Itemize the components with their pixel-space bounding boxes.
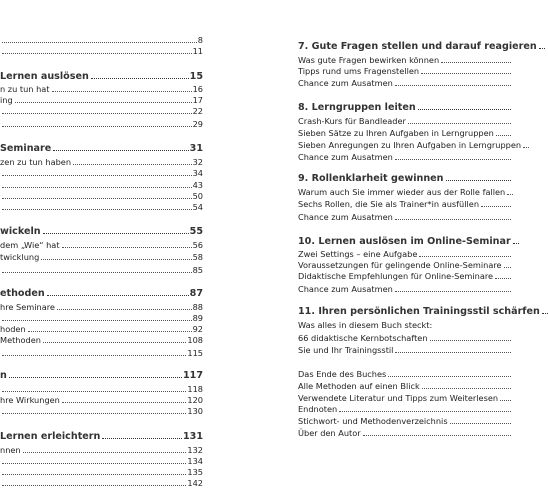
leader-dots: [2, 463, 186, 464]
toc-page-number: 22: [192, 106, 203, 116]
toc-entry: [0, 313, 203, 323]
leader-dots: [395, 291, 511, 292]
leader-dots: [2, 320, 192, 321]
toc-entry-text: Chance zum Ausatmen: [298, 78, 393, 88]
toc-page-number: 131: [182, 431, 203, 442]
toc-entry: [298, 345, 512, 355]
toc-entry: [0, 240, 203, 250]
toc-page-number: 115: [187, 348, 203, 358]
leader-dots: [2, 413, 186, 414]
toc-chapter-text: ethoden: [0, 288, 45, 299]
toc-entry-text: n zu tun hat: [0, 84, 50, 94]
toc-entry: [0, 119, 203, 129]
toc-page-number: 87: [189, 288, 203, 299]
leader-dots: [41, 259, 191, 260]
toc-entry-text: Chance zum Ausatmen: [298, 152, 393, 162]
leader-dots: [504, 267, 511, 268]
toc-page-number: 135: [187, 467, 203, 477]
toc-entry: [0, 335, 203, 345]
toc-page-number: 142: [187, 478, 203, 488]
leader-dots: [2, 355, 186, 356]
toc-entry-text: Sieben Anregungen zu Ihren Aufgaben in Lerngruppen: [298, 140, 522, 150]
leader-dots: [542, 313, 548, 314]
toc-entry: [298, 284, 512, 294]
leader-dots: [523, 147, 529, 148]
toc-entry: [0, 324, 203, 334]
toc-page-number: 89: [192, 313, 203, 323]
toc-page-number: 15: [189, 71, 203, 82]
leader-dots: [62, 402, 186, 403]
toc-chapter-heading: [298, 173, 512, 185]
toc-page-number: 88: [192, 302, 203, 312]
leader-dots: [450, 423, 511, 424]
toc-entry-text: dem „Wie“ hat: [0, 240, 60, 250]
toc-entry-text: Methoden: [0, 335, 41, 345]
toc-entry: [0, 395, 203, 405]
toc-entry-text: Chance zum Ausatmen: [298, 212, 393, 222]
toc-page-number: 32: [192, 157, 203, 167]
toc-chapter-text: 8. Lerngruppen leiten: [298, 102, 416, 113]
toc-entry-text: Sieben Sätze zu Ihren Aufgaben in Lerngruppen: [298, 128, 494, 138]
toc-chapter-text: wickeln: [0, 226, 41, 237]
toc-entry: [298, 78, 512, 88]
toc-entry: [298, 66, 512, 76]
leader-dots: [500, 400, 511, 401]
toc-backmatter-entry: [298, 416, 512, 426]
leader-dots: [15, 102, 192, 103]
toc-page-number: 17: [192, 95, 203, 105]
leader-dots: [47, 295, 189, 296]
leader-dots: [388, 376, 511, 377]
leader-dots: [28, 331, 192, 332]
leader-dots: [495, 278, 511, 279]
toc-entry: [298, 199, 512, 209]
toc-entry: [0, 445, 203, 455]
toc-entry: [0, 157, 203, 167]
leader-dots: [418, 109, 511, 110]
toc-entry: [0, 35, 203, 45]
toc-entry: [0, 252, 203, 262]
leader-dots: [507, 194, 513, 195]
toc-chapter-text: Lernen auslösen: [0, 71, 89, 82]
toc-chapter-text: Lernen erleichtern: [0, 431, 101, 442]
toc-page-number: 54: [192, 202, 203, 212]
toc-backmatter-entry: [298, 381, 512, 391]
leader-dots: [57, 309, 192, 310]
toc-entry-text: Endnoten: [298, 404, 338, 414]
leader-dots: [395, 219, 511, 220]
toc-entry: [0, 456, 203, 466]
toc-entry-text: zen zu tun haben: [0, 157, 72, 167]
toc-page-number: 16: [192, 84, 203, 94]
toc-chapter-text: 9. Rollenklarheit gewinnen: [298, 173, 444, 184]
toc-entry: [298, 187, 512, 197]
toc-left-page: [0, 0, 205, 500]
leader-dots: [2, 53, 192, 54]
leader-dots: [23, 452, 187, 453]
toc-entry-text: Warum auch Sie immer wieder aus der Rolle fallen: [298, 187, 506, 197]
toc-chapter-heading: [298, 102, 512, 114]
toc-chapter-entry: [0, 226, 203, 238]
toc-entry-text: Sechs Rollen, die Sie als Trainer*in ausfüllen: [298, 199, 480, 209]
toc-page-number: 55: [189, 226, 203, 237]
toc-chapter-text: 7. Gute Fragen stellen und darauf reagieren: [298, 41, 537, 52]
toc-chapter-entry: [0, 143, 203, 155]
toc-page-number: 118: [187, 384, 203, 394]
toc-entry: [0, 180, 203, 190]
toc-page-number: 43: [192, 180, 203, 190]
toc-entry: [298, 260, 512, 270]
toc-entry: [0, 95, 203, 105]
toc-entry: [0, 202, 203, 212]
leader-dots: [2, 272, 192, 273]
toc-entry-text: Was alles in diesem Buch steckt:: [298, 320, 433, 330]
toc-entry: [298, 116, 512, 126]
toc-entry-text: Voraussetzungen für gelingende Online-Seminare: [298, 260, 502, 270]
toc-page-number: 29: [192, 119, 203, 129]
toc-page-number: 134: [187, 456, 203, 466]
toc-page-number: 85: [192, 265, 203, 275]
leader-dots: [513, 243, 519, 244]
leader-dots: [2, 126, 192, 127]
toc-page-number: 117: [182, 370, 203, 381]
toc-entry-text: hre Wirkungen: [0, 395, 60, 405]
toc-page-number: 50: [192, 191, 203, 201]
toc-chapter-entry: [0, 431, 203, 443]
toc-backmatter-entry: [298, 369, 512, 379]
toc-entry-text: Zwei Settings – eine Aufgabe: [298, 249, 418, 259]
toc-entry: [0, 191, 203, 201]
toc-entry-text: hre Seminare: [0, 302, 55, 312]
toc-entry-text: hoden: [0, 324, 26, 334]
toc-page-number: 31: [189, 143, 203, 154]
toc-chapter-text: Seminare: [0, 143, 52, 154]
toc-entry-text: Über den Autor: [298, 428, 361, 438]
toc-chapter-entry: [0, 370, 203, 382]
leader-dots: [2, 485, 186, 486]
toc-entry: [298, 152, 512, 162]
leader-dots: [441, 62, 511, 63]
leader-dots: [395, 159, 511, 160]
leader-dots: [43, 233, 189, 234]
leader-dots: [2, 474, 186, 475]
toc-entry-text: Alle Methoden auf einen Blick: [298, 381, 420, 391]
leader-dots: [2, 209, 192, 210]
leader-dots: [2, 391, 186, 392]
leader-dots: [496, 135, 511, 136]
toc-entry: [0, 84, 203, 94]
leader-dots: [481, 206, 511, 207]
toc-page-number: 132: [187, 445, 203, 455]
toc-page-number: 34: [192, 168, 203, 178]
leader-dots: [363, 435, 511, 436]
toc-chapter-heading: [298, 306, 540, 318]
toc-entry: [0, 302, 203, 312]
toc-entry-text: nnen: [0, 445, 21, 455]
toc-chapter-text: n: [0, 370, 7, 381]
leader-dots: [91, 78, 189, 79]
leader-dots: [539, 48, 545, 49]
toc-entry: [298, 271, 512, 281]
toc-chapter-heading: [298, 236, 512, 248]
toc-entry: [0, 168, 203, 178]
toc-entry: [0, 46, 203, 56]
leader-dots: [52, 91, 192, 92]
toc-chapter-text: 11. Ihren persönlichen Trainingsstil schärfen: [298, 306, 540, 317]
toc-page-number: 120: [187, 395, 203, 405]
leader-dots: [395, 85, 511, 86]
leader-dots: [2, 187, 192, 188]
leader-dots: [446, 180, 512, 181]
toc-entry: [0, 265, 203, 275]
toc-entry: [0, 467, 203, 477]
toc-page-number: 92: [192, 324, 203, 334]
toc-entry: [298, 55, 512, 65]
leader-dots: [53, 150, 188, 151]
toc-entry-text: Stichwort- und Methodenverzeichnis: [298, 416, 448, 426]
toc-entry: [0, 348, 203, 358]
leader-dots: [62, 247, 192, 248]
leader-dots: [2, 198, 192, 199]
leader-dots: [2, 42, 197, 43]
leader-dots: [102, 438, 182, 439]
toc-backmatter-entry: [298, 404, 512, 414]
leader-dots: [43, 342, 186, 343]
toc-entry-text: Sie und Ihr Trainingsstil: [298, 345, 394, 355]
toc-backmatter-entry: [298, 428, 512, 438]
toc-entry: [298, 320, 512, 330]
leader-dots: [421, 73, 511, 74]
toc-entry: [298, 140, 522, 150]
leader-dots: [422, 388, 511, 389]
toc-entry: [0, 106, 203, 116]
toc-entry-text: Chance zum Ausatmen: [298, 284, 393, 294]
toc-chapter-text: 10. Lernen auslösen im Online-Seminar: [298, 236, 511, 247]
leader-dots: [419, 256, 511, 257]
toc-entry: [0, 406, 203, 416]
toc-backmatter-entry: [298, 393, 512, 403]
toc-page-number: 56: [192, 240, 203, 250]
toc-entry: [0, 478, 203, 488]
leader-dots: [430, 340, 511, 341]
toc-entry-text: ing: [0, 95, 13, 105]
toc-page-number: 8: [197, 35, 203, 45]
toc-entry-text: Didaktische Empfehlungen für Online-Seminare: [298, 271, 494, 281]
toc-page-number: 108: [187, 335, 203, 345]
leader-dots: [339, 411, 511, 412]
toc-entry: [298, 333, 512, 343]
toc-entry: [298, 128, 512, 138]
toc-entry: [298, 249, 512, 259]
toc-entry-text: Was gute Fragen bewirken können: [298, 55, 440, 65]
toc-page-number: 130: [187, 406, 203, 416]
leader-dots: [408, 123, 511, 124]
toc-page-number: 58: [192, 252, 203, 262]
toc-entry-text: Tipps rund ums Fragenstellen: [298, 66, 420, 76]
toc-entry: [298, 212, 512, 222]
toc-right-page: [286, 0, 540, 500]
toc-entry-text: Crash-Kurs für Bandleader: [298, 116, 406, 126]
toc-entry-text: 66 didaktische Kernbotschaften: [298, 333, 428, 343]
toc-chapter-heading: [298, 41, 537, 53]
toc-chapter-entry: [0, 71, 203, 83]
toc-entry-text: Verwendete Literatur und Tipps zum Weiterlesen: [298, 393, 499, 403]
leader-dots: [395, 352, 511, 353]
toc-page-number: 11: [192, 46, 203, 56]
toc-chapter-entry: [0, 288, 203, 300]
leader-dots: [73, 164, 192, 165]
leader-dots: [2, 175, 192, 176]
toc-entry-text: Das Ende des Buches: [298, 369, 387, 379]
leader-dots: [9, 377, 182, 378]
toc-entry-text: twicklung: [0, 252, 40, 262]
toc-entry: [0, 384, 203, 394]
leader-dots: [2, 113, 192, 114]
